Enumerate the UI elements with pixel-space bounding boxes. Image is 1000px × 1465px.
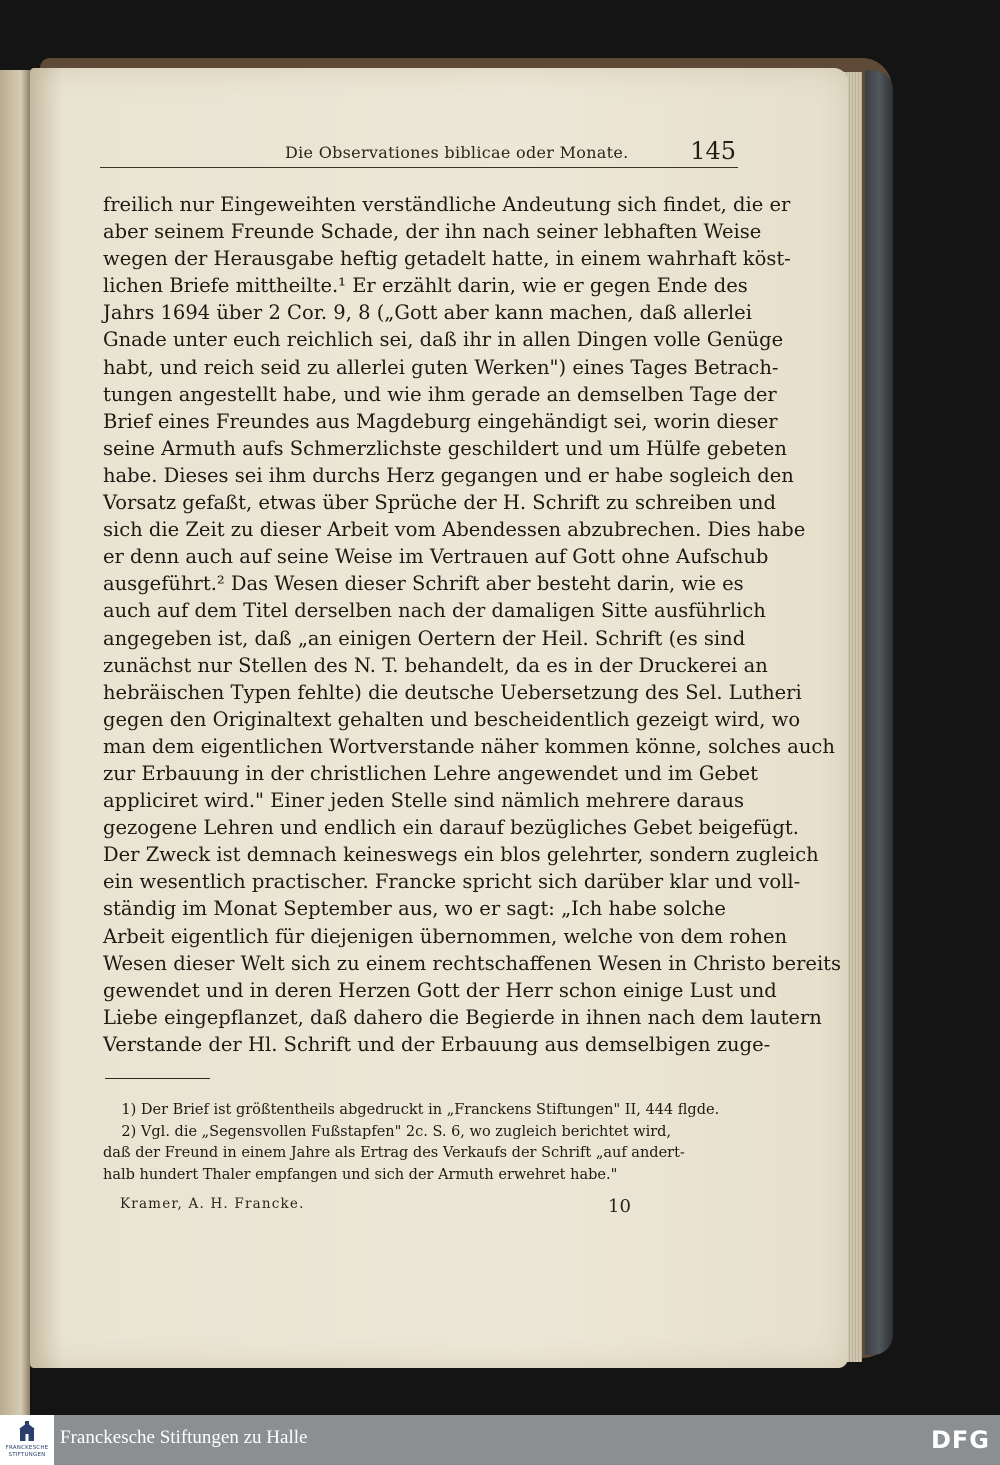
cover-spine-strip <box>865 70 893 1355</box>
text-line: lichen Briefe mittheilte.¹ Er erzählt darin, wie er gegen Ende des <box>103 274 748 298</box>
text-line: Verstande der Hl. Schrift und der Erbauung aus demselbigen zuge- <box>103 1032 771 1056</box>
institution-logo[interactable] <box>0 1415 54 1465</box>
text-line: seine Armuth aufs Schmerzlichste geschildert und um Hülfe gebeten <box>103 436 787 460</box>
text-line: auch auf dem Titel derselben nach der damaligen Sitte ausführlich <box>103 599 766 623</box>
text-line: gewendet und in deren Herzen Gott der Herr schon einige Lust und <box>103 978 777 1002</box>
text-line: freilich nur Eingeweihten verständliche Andeutung sich findet, die er <box>103 193 791 216</box>
footnote-line: 2) Vgl. die „Segensvollen Fußstapfen" 2c. S. 6, wo zugleich berichtet wird, <box>103 1123 672 1140</box>
text-line: gezogene Lehren und endlich ein darauf bezügliches Gebet beigefügt. <box>103 816 799 840</box>
text-line: Jahrs 1694 über 2 Cor. 9, 8 („Gott aber kann machen, daß allerlei <box>103 301 752 325</box>
page-number: 145 <box>690 137 736 165</box>
footnote-rule <box>105 1078 210 1079</box>
text-line: Wesen dieser Welt sich zu einem rechtschaffenen Wesen in Christo bereits <box>103 951 842 975</box>
text-line: habe. Dieses sei ihm durchs Herz gegangen und er habe sogleich den <box>103 463 794 487</box>
text-line: ein wesentlich practischer. Francke spricht sich darüber klar und voll- <box>103 870 801 894</box>
text-line: zur Erbauung in der christlichen Lehre angewendet und im Gebet <box>103 761 758 785</box>
running-head-title: Die Observationes biblicae oder Monate. <box>285 143 629 162</box>
footnotes <box>103 1100 739 1186</box>
sheet-number: 10 <box>608 1196 631 1217</box>
orphanage-building-icon <box>18 1421 36 1441</box>
text-line: man dem eigentlichen Wortverstande näher kommen könne, solches auch <box>103 734 835 758</box>
text-line: Brief eines Freundes aus Magdeburg eingehändigt sei, worin dieser <box>103 409 778 433</box>
text-line: Der Zweck ist demnach keineswegs ein blos gelehrter, sondern zugleich <box>103 843 819 867</box>
text-line: aber seinem Freunde Schade, der ihn nach seiner lebhaften Weise <box>103 220 762 244</box>
text-line: appliciret wird." Einer jeden Stelle sind nämlich mehrere daraus <box>103 789 745 813</box>
footer-title: Franckesche Stiftungen zu Halle <box>60 1427 308 1448</box>
footnote-line: 1) Der Brief ist größtentheils abgedruckt in „Franckens Stiftungen" II, 444 flgde. <box>103 1102 720 1118</box>
footer-bar <box>0 1415 1000 1465</box>
text-line: Liebe eingepflanzet, daß dahero die Begierde in ihnen nach dem lautern <box>103 1005 822 1029</box>
text-line: habt, und reich seid zu allerlei guten Werken") eines Tages Betrach- <box>103 355 779 379</box>
text-line: angegeben ist, daß „an einigen Oertern der Heil. Schrift (es sind <box>103 626 746 650</box>
text-line: Gnade unter euch reichlich sei, daß ihr in allen Dingen volle Genüge <box>103 328 784 352</box>
text-line: tungen angestellt habe, und wie ihm gerade an demselben Tage der <box>103 382 777 406</box>
left-page-edge <box>0 70 30 1415</box>
text-line: sich die Zeit zu dieser Arbeit vom Abendessen abzubrechen. Dies habe <box>103 518 806 542</box>
text-line: wegen der Herausgabe heftig getadelt hatte, in einem wahrhaft köst- <box>103 247 791 271</box>
footnote-line: daß der Freund in einem Jahre als Ertrag des Verkaufs der Schrift „auf andert- <box>103 1145 685 1161</box>
dfg-logo: DFG <box>930 1426 990 1454</box>
signature-mark: Kramer, A. H. Francke. <box>120 1196 305 1212</box>
text-line: Vorsatz gefaßt, etwas über Sprüche der H. Schrift zu schreiben und <box>103 491 776 515</box>
text-line: Arbeit eigentlich für diejenigen übernommen, welche von dem rohen <box>103 924 788 948</box>
body-text <box>103 191 842 1058</box>
text-line: hebräischen Typen fehlte) die deutsche Uebersetzung des Sel. Lutheri <box>103 680 802 704</box>
text-line: ständig im Monat September aus, wo er sagt: „Ich habe solche <box>103 897 726 921</box>
text-line: zunächst nur Stellen des N. T. behandelt, da es in der Druckerei an <box>103 653 768 677</box>
text-line: er denn auch auf seine Weise im Vertrauen auf Gott ohne Aufschub <box>103 545 769 569</box>
running-head <box>100 137 738 168</box>
text-line: gegen den Originaltext gehalten und bescheidentlich gezeigt wird, wo <box>103 707 801 731</box>
footnote-line: halb hundert Thaler empfangen und sich der Armuth erwehret habe." <box>103 1166 618 1183</box>
logo-text: FRANCKESCHE STIFTUNGEN <box>5 1445 49 1458</box>
text-line: ausgeführt.² Das Wesen dieser Schrift aber besteht darin, wie es <box>103 572 744 596</box>
